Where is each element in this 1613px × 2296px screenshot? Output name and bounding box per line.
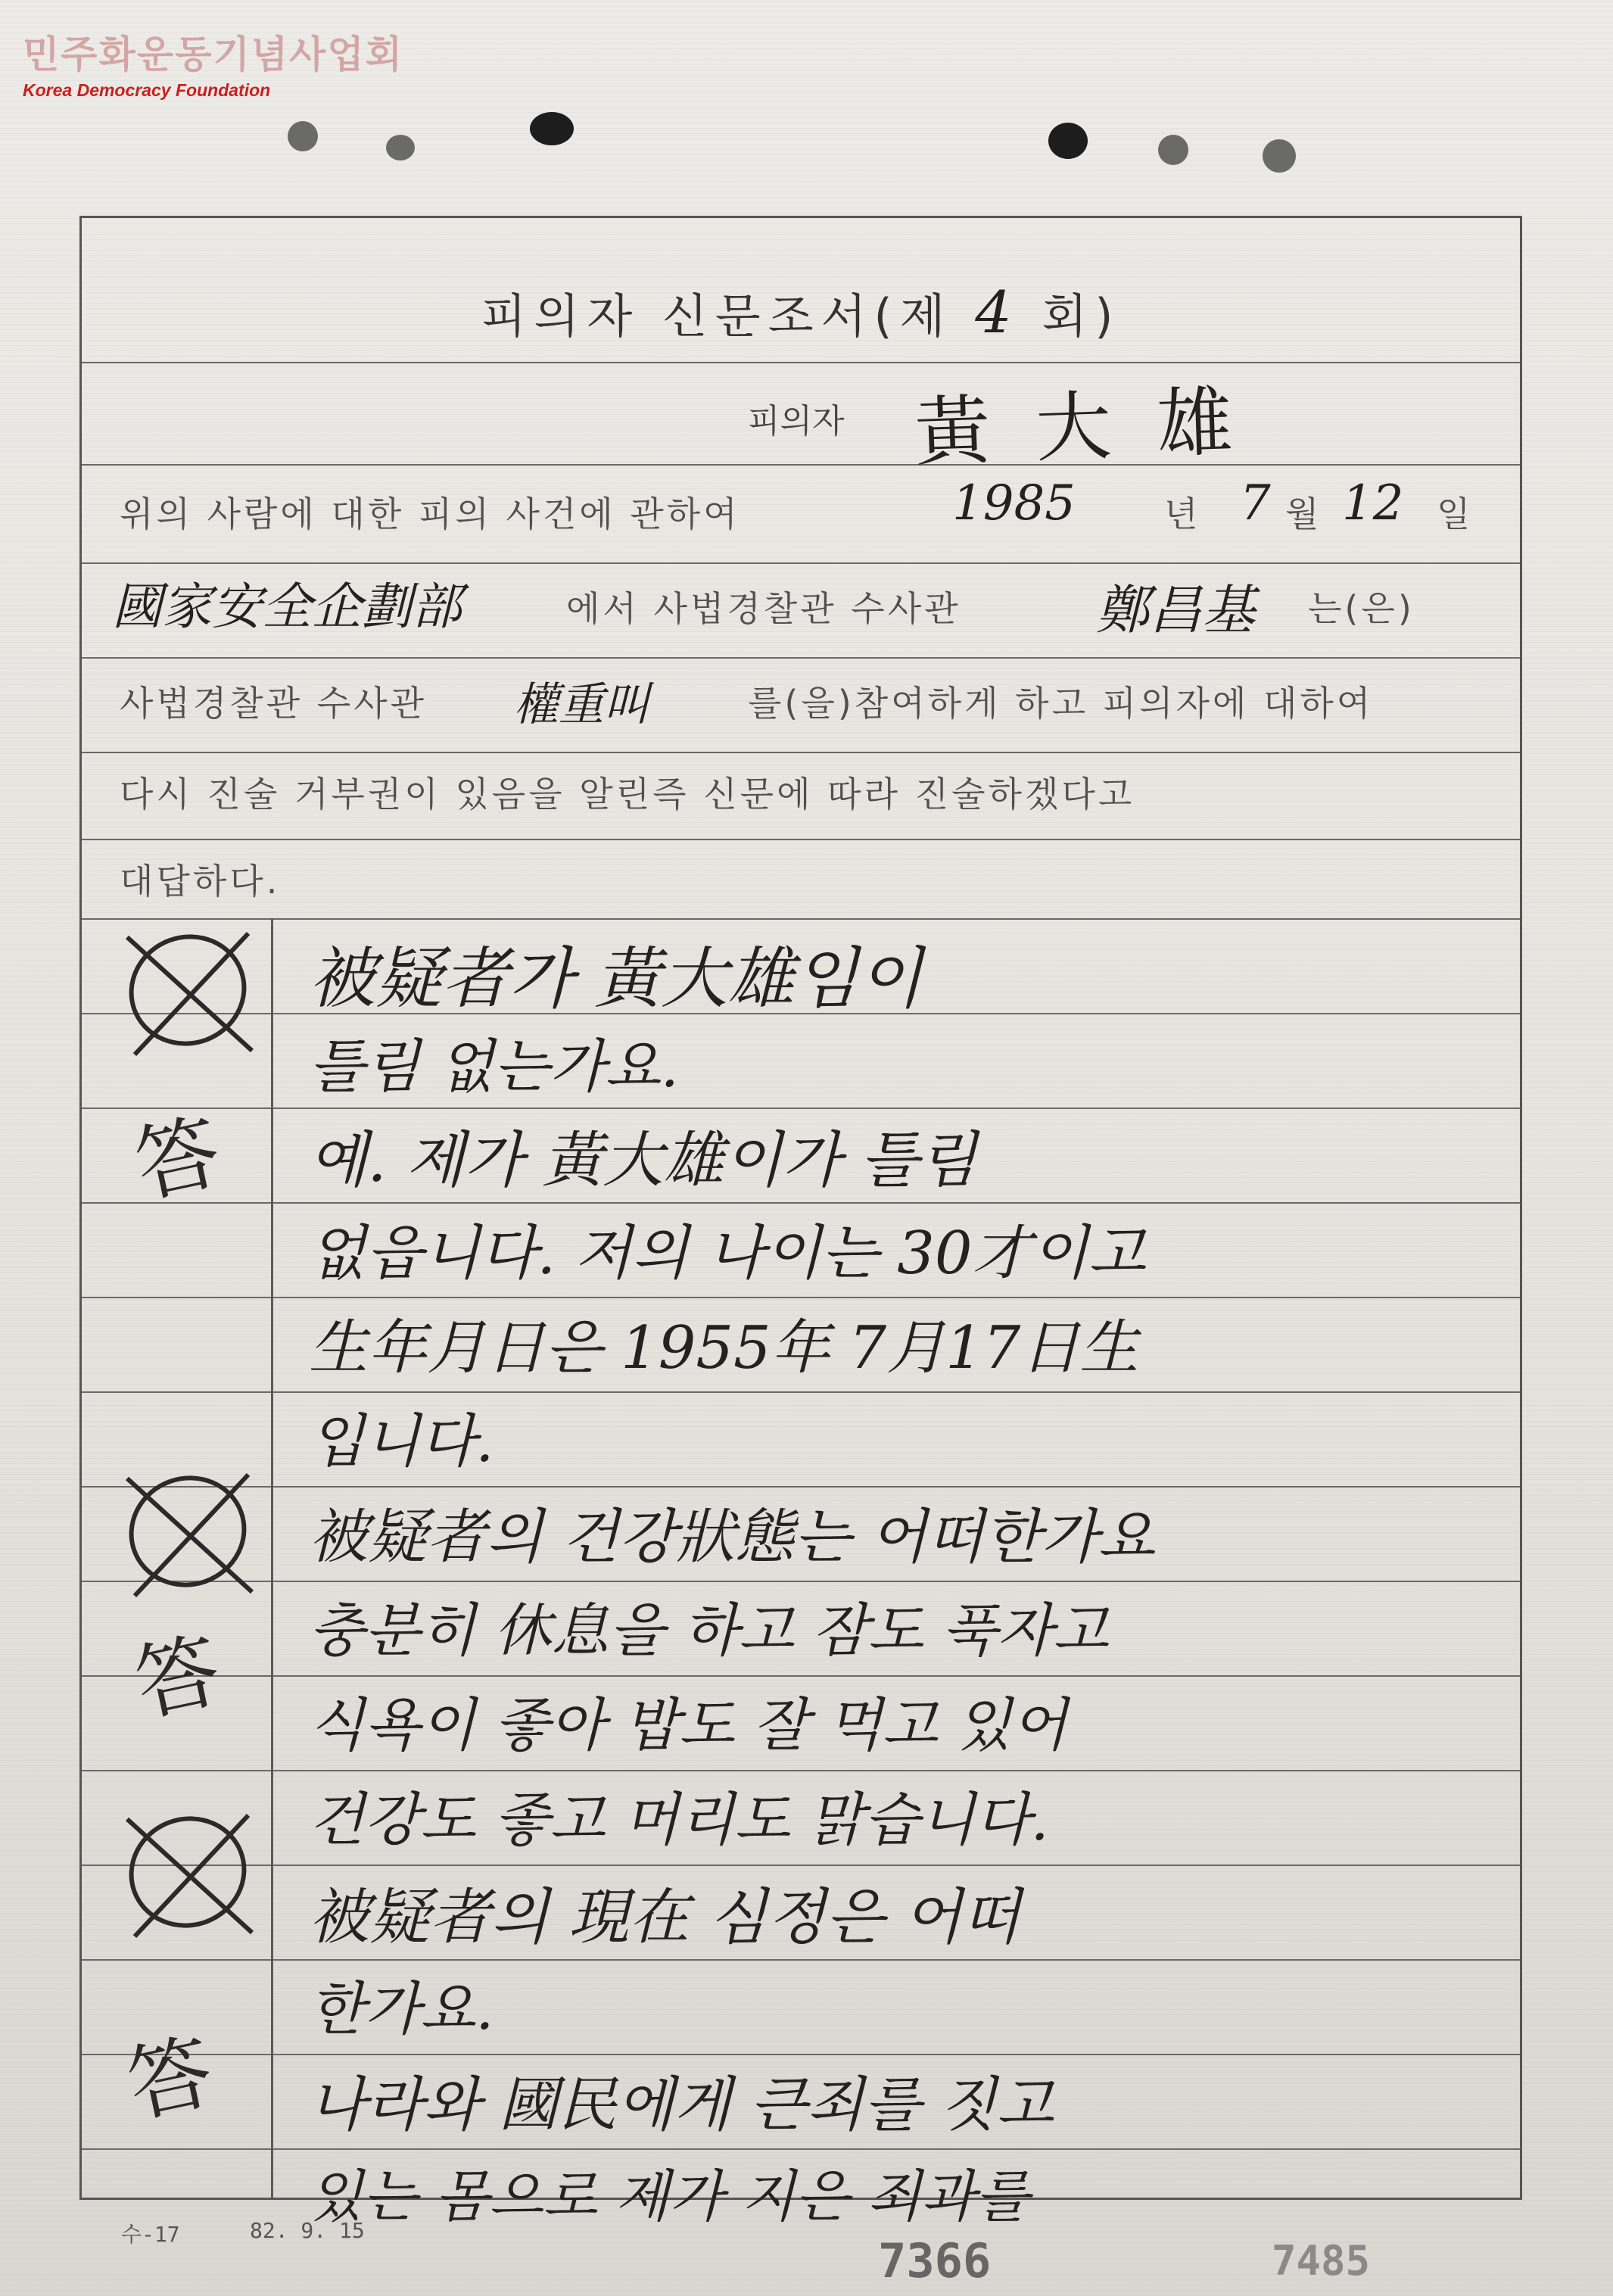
year-value: 1985: [952, 475, 1076, 531]
intro-line-5: 대답하다.: [120, 861, 281, 902]
title-prefix: 피의자 신문조서(제: [481, 288, 953, 344]
suspect-name: 黃大雄: [913, 375, 1280, 478]
page-stamp: 7366: [878, 2233, 992, 2288]
question-3-line-2: 한가요.: [309, 1975, 494, 2042]
qa-column-divider: [271, 918, 273, 2198]
question-1-line-2: 틀림 없는가요.: [309, 1033, 679, 1100]
ruled-line: [82, 1865, 1520, 1866]
ruled-line: [82, 1770, 1520, 1771]
agency-name: 國家安全企劃部: [112, 578, 462, 636]
ruled-line: [82, 1202, 1520, 1204]
watermark: [23, 24, 403, 101]
day-label: 일: [1437, 494, 1474, 534]
answer-1-line-1: 예. 제가 黃大雄이가 틀림: [309, 1125, 977, 1195]
form-number: 수-17: [121, 2222, 180, 2247]
answer-1-line-4: 입니다.: [309, 1407, 494, 1475]
binder-hole: [1048, 123, 1088, 159]
page-stamp-secondary: 7485: [1272, 2237, 1371, 2285]
question-mark-2: [112, 1460, 271, 1611]
ruled-line: [82, 2054, 1520, 2055]
round-number: 4: [975, 279, 1020, 346]
year-label: 년: [1164, 494, 1201, 534]
intro-printed-3: 사법경찰관 수사관: [120, 683, 428, 724]
participant-name: 權重叫: [513, 678, 649, 731]
question-mark-3: [112, 1800, 271, 1952]
ruled-line: [82, 1581, 1520, 1582]
intro-printed-1: 위의 사람에 대한 피의 사건에 관하여: [120, 494, 740, 534]
ruled-line: [82, 918, 1520, 920]
ruled-line: [82, 839, 1520, 840]
ruled-line: [82, 1391, 1520, 1393]
ruled-line: [82, 1108, 1520, 1109]
binder-hole: [1263, 139, 1296, 173]
intro-line-1: [120, 487, 740, 537]
question-1-line-1: 被疑者가 黃大雄임이: [309, 939, 923, 1017]
ruled-line: [82, 1486, 1520, 1488]
ruled-line: [82, 1297, 1520, 1298]
title-suffix: 회): [1042, 288, 1121, 344]
intro-suffix-2: 는(은): [1308, 588, 1415, 629]
binder-hole: [530, 112, 574, 145]
intro-line-4: 다시 진술 거부권이 있음을 알린즉 신문에 따라 진술하겠다고: [120, 774, 1135, 815]
binder-hole: [1158, 135, 1188, 165]
answer-2-line-2: 식욕이 좋아 밥도 잘 먹고 있어: [309, 1691, 1067, 1759]
month-label: 월: [1285, 494, 1322, 534]
answer-2-line-1: 충분히 休息을 하고 잠도 푹자고: [309, 1597, 1109, 1664]
suspect-label: 피의자: [748, 402, 845, 441]
ruled-line: [82, 562, 1520, 564]
ruled-line: [82, 2148, 1520, 2150]
form-title: [82, 279, 1520, 346]
ruled-line: [82, 752, 1520, 753]
answer-3-line-1: 나라와 國民에게 큰죄를 짓고: [309, 2071, 1054, 2139]
question-2-line-1: 被疑者의 건강狀態는 어떠한가요: [309, 1503, 1155, 1572]
month-value: 7: [1240, 475, 1271, 531]
answer-2-line-3: 건강도 좋고 머리도 맑습니다.: [309, 1786, 1049, 1853]
ruled-line: [82, 1959, 1520, 1961]
watermark-korean: 민주화운동기념사업회: [23, 33, 403, 76]
binder-hole: [288, 121, 318, 151]
intro-suffix-3: 를(을)참여하게 하고 피의자에 대하여: [748, 683, 1374, 724]
answer-mark-3: 答: [119, 2022, 221, 2135]
question-mark-1: [112, 918, 271, 1070]
intro-printed-2: 에서 사법경찰관 수사관: [566, 588, 961, 629]
binder-hole: [386, 135, 415, 160]
ruled-line: [82, 1675, 1520, 1677]
interrogation-form: [79, 216, 1522, 2229]
answer-mark-2: 答: [126, 1621, 229, 1734]
investigator-name: 鄭昌基: [1096, 579, 1255, 641]
answer-1-line-2: 없읍니다. 저의 나이는 30才이고: [309, 1220, 1146, 1288]
answer-mark-1: 答: [126, 1102, 229, 1215]
watermark-english: Korea Democracy Foundation: [23, 80, 271, 100]
ruled-line: [82, 657, 1520, 659]
form-date: 82. 9. 15: [250, 2218, 365, 2243]
ruled-line: [82, 362, 1520, 363]
answer-1-line-3: 生年月日은 1955年 7月17日生: [309, 1314, 1139, 1382]
question-3-line-1: 被疑者의 現在 심정은 어떠: [309, 1882, 1020, 1952]
ruled-line: [82, 464, 1520, 466]
day-value: 12: [1342, 475, 1404, 531]
answer-3-line-2: 있는 몸으로 제가 지은 죄과를: [309, 2164, 1029, 2229]
